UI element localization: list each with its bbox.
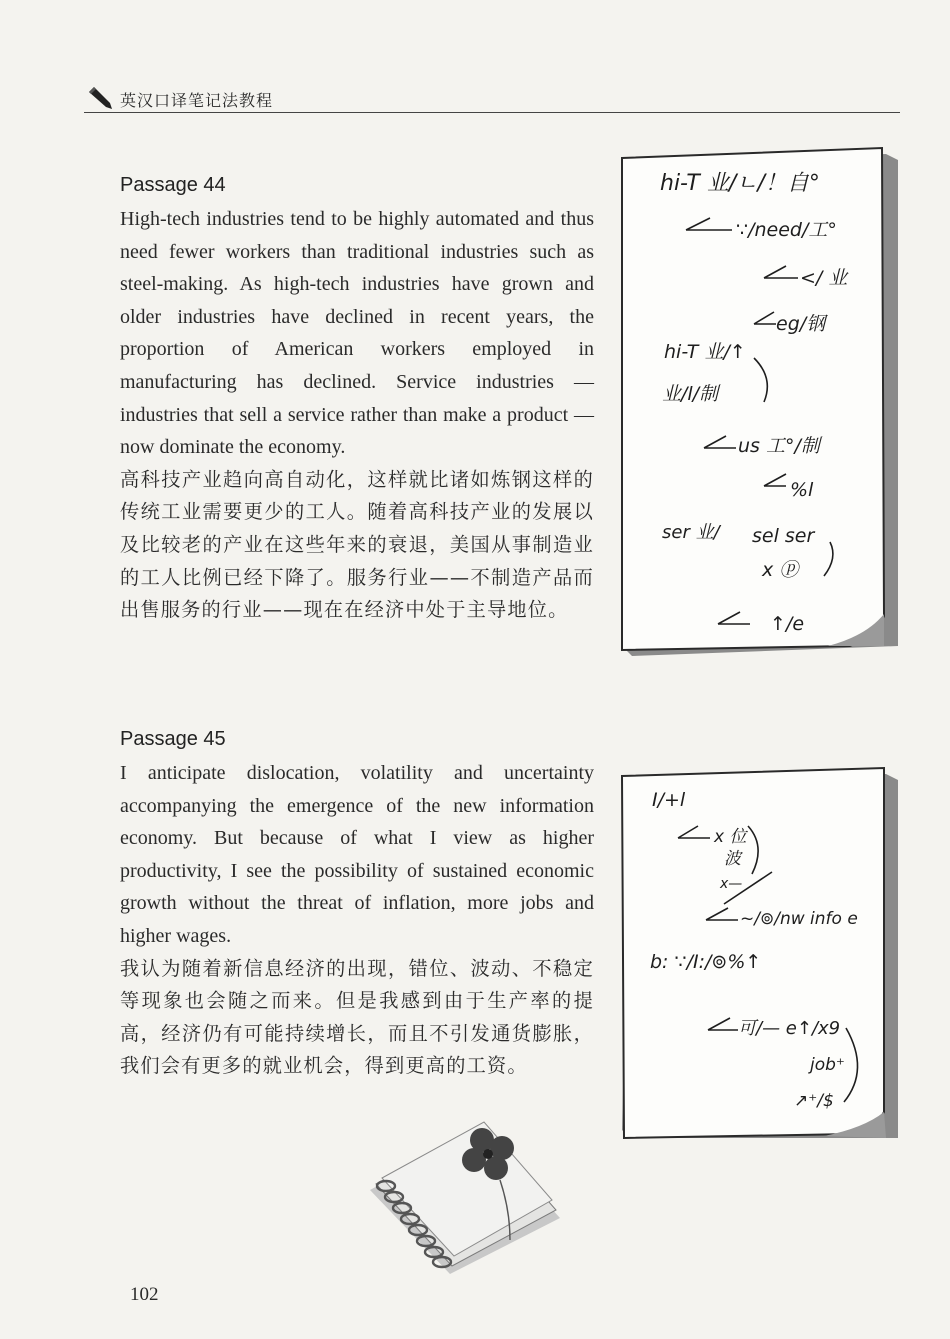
passage-45 xyxy=(120,728,594,1083)
book-title: 英汉口译笔记法教程 xyxy=(120,91,274,110)
notes44-line8: %l xyxy=(790,479,814,501)
notes44-line3: </ 业 xyxy=(800,267,848,289)
notes44-line9a: ser 业/ xyxy=(662,522,720,543)
passage-44-english: High-tech industries tend to be highly automated and thus need fewer workers than traditional industries such as steel-making. As high-tech industries have grown and older industries have declined in recent years, the proportion of American workers employed in manufacturing has declined. Service industries — industries that sell a service rather than make a product — now dominate the economy. xyxy=(120,208,594,459)
running-header xyxy=(84,84,900,113)
notes45-line9: ↗⁺/$ xyxy=(794,1091,834,1111)
notes45-line7: 可/— e↑/x9 xyxy=(738,1018,841,1039)
notes45-line8: job⁺ xyxy=(810,1055,845,1075)
notebook-illustration xyxy=(360,1120,570,1284)
notes-card-45 xyxy=(614,766,906,1150)
notes44-line2: ∵/need/工° xyxy=(736,219,837,241)
notes44-line1: hi-T 业/ㄴ/！自° xyxy=(660,171,820,196)
notes45-line2: x 位 xyxy=(714,827,747,847)
passage-45-english: I anticipate dislocation, volatility and uncertainty accompanying the emergence of the new information economy. But because of what I view as higher productivity, I see the possibility of sustained economic growth without the threat of inflation, more jobs and higher wages. xyxy=(120,762,594,947)
passage-44 xyxy=(120,174,594,627)
notes44-line7: us 工°/制 xyxy=(738,435,820,457)
passage-44-chinese: 高科技产业趋向高自动化，这样就比诸如炼钢这样的传统工业需要更少的工人。随着高科技产业的发展以及比较老的产业在这些年来的衰退，美国从事制造业的工人比例已经下降了。服务行业——不制造产品而出售服务的行业——现在在经济中处于主导地位。 xyxy=(120,467,594,622)
notes44-line5: hi-T 业/↑ xyxy=(664,341,746,363)
passage-45-heading: Passage 45 xyxy=(120,728,226,750)
notes45-line5: ~/⊚/nw info e xyxy=(740,909,858,929)
notes44-line10: x ⓟ xyxy=(762,559,799,581)
notes45-line3: 波 xyxy=(724,849,741,869)
pen-icon xyxy=(86,84,114,114)
notes-card-44 xyxy=(614,146,906,668)
notes44-line9b: sel ser xyxy=(752,525,815,547)
notes44-line11: ↑/e xyxy=(770,613,805,635)
notes44-line4: eg/钢 xyxy=(776,313,826,335)
notes45-line6: b: ∵/I:/⊚%↑ xyxy=(650,951,762,973)
notes45-line4: x— xyxy=(720,876,743,892)
notes44-line6: 业/l/制 xyxy=(662,383,719,405)
notes45-line1: I/+l xyxy=(652,789,686,811)
passage-45-chinese: 我认为随着新信息经济的出现，错位、波动、不稳定等现象也会随之而来。但是我感到由于生产率的提高，经济仍有可能持续增长，而且不引发通货膨胀，我们会有更多的就业机会，得到更高的工资。 xyxy=(120,956,594,1078)
passage-44-heading: Passage 44 xyxy=(120,174,226,196)
page-number: 102 xyxy=(130,1284,159,1305)
